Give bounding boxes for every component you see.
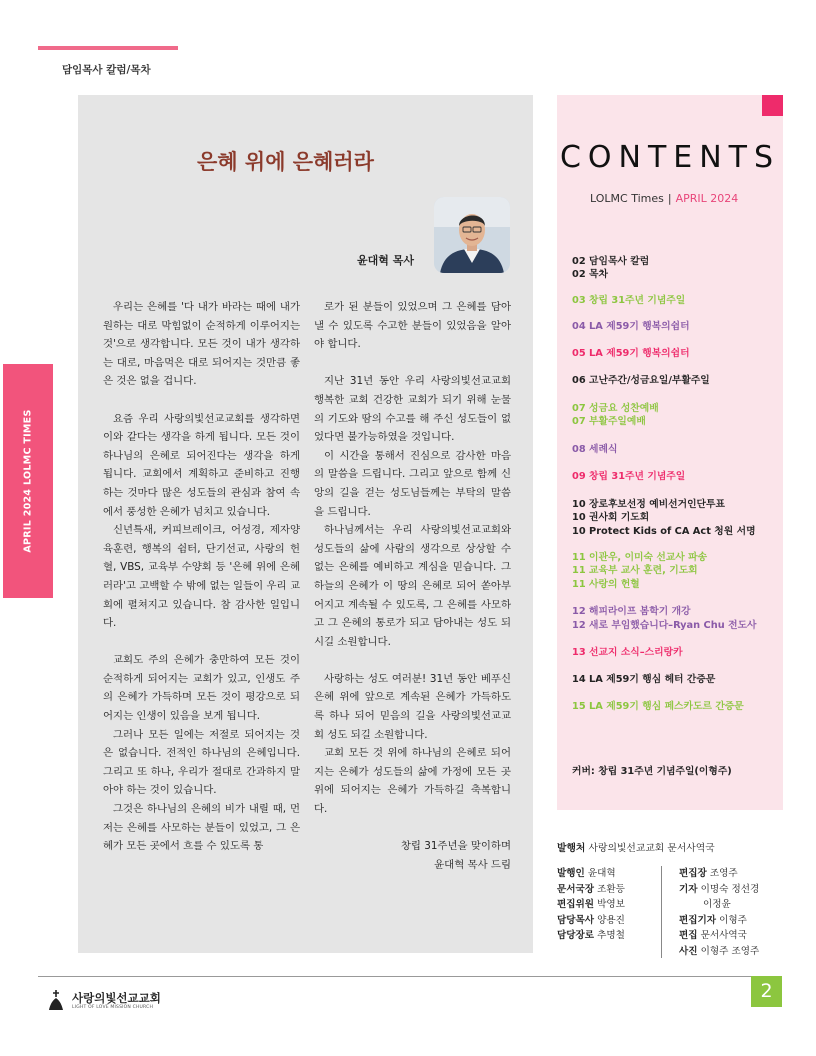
side-tab-label: APRIL 2024 LOLMC TIMES [22,409,34,553]
toc-entry[interactable]: 13 선교지 소식–스리랑카 [572,647,683,658]
separator: | [667,192,672,205]
toc-entry[interactable]: 07 부활주일예배 [572,416,646,427]
staff-name: 이형주 [719,914,747,926]
staff-divider [661,866,662,958]
signature-line: 창립 31주년을 맞이하며 [400,840,511,853]
article-paragraph: 신년특새, 커피브레이크, 어성경, 제자양육훈련, 행복의 쉼터, 단기선교, 사랑의 헌혈, VBS, 교육부 수양회 등 '은혜 위에 은혜러라'고 고백할 수 밖에 없는 일들이 우리 교회에 펼쳐지고 있습니다. 참 감사한 일입니다. [103,524,300,630]
issue-month: APRIL 2024 [675,192,739,205]
toc-entry[interactable]: 09 창립 31주년 기념주일 [572,471,686,482]
publication-name: LOLMC Times [590,192,664,205]
staff-role: 사진 [679,945,698,957]
contents-subtitle [590,192,738,205]
article-paragraph: 교회도 주의 은혜가 충만하여 모든 것이 순적하게 되어지는 교회가 있고, 인생도 주의 은혜가 가득하며 모든 것이 평강으로 되어지는 인생이 있음을 보게 됩니다. [103,654,300,723]
article-paragraph: 로가 된 분들이 있었으며 그 은혜를 담아낼 수 있도록 수고한 분들이 있었음을 알아야 합니다. [314,301,511,351]
staff-role: 편집기자 [679,914,717,926]
staff-name: 이형주 조영주 [700,945,760,957]
staff-list-left [557,866,625,944]
staff-name: 박영보 [597,899,625,910]
church-logo-icon [47,989,65,1011]
contents-heading: CONTENTS [559,140,781,175]
article-paragraph: 그러나 모든 일에는 저절로 되어지는 것은 없습니다. 전적인 하나님의 은혜입니다. 그리고 또 하나, 우리가 절대로 간과하지 말아야 하는 것이 있습니다. [103,728,300,797]
publisher-name: 사랑의빛선교교회 문서사역국 [588,843,715,854]
cover-credit: 커버: 창립 31주년 기념주일(이형주) [572,766,732,777]
church-logo-name: 사랑의빛선교교회 [72,991,161,1005]
toc-entry[interactable]: 08 세례식 [572,444,618,455]
staff-entry [557,928,625,944]
staff-name: 이명숙 정선경 [700,883,760,895]
staff-entry [679,913,759,929]
publisher-line [557,840,715,854]
staff-name: 추명철 [597,930,625,941]
toc-entry[interactable]: 10 Protect Kids of CA Act 청원 서명 [572,526,756,537]
toc-entry[interactable]: 12 새로 부임했습니다–Ryan Chu 전도사 [572,620,757,631]
article-column-right [314,298,511,874]
toc-entry[interactable]: 11 교육부 교사 훈련, 기도회 [572,565,698,576]
article-paragraph: 우리는 은혜를 '다 내가 바라는 때에 내가 원하는 대로 막힘없이 순적하게 이루어지는 것'으로 생각합니다. 모든 것이 내가 생각하는 대로, 마음먹은 대로 되어지는 것만큼 좋은 것은 없을 겁니다. [103,301,300,388]
toc-entry[interactable]: 14 LA 제59기 행심 헤터 간증문 [572,674,716,685]
toc-entry[interactable]: 05 LA 제59기 행복의쉼터 [572,348,690,359]
article-paragraph: 하나님께서는 우리 사랑의빛선교교회와 성도들의 삶에 사람의 생각으로 상상할 수 없는 은혜를 예비하고 계심을 믿습니다. 그 하늘의 은혜가 이 땅의 은혜로 되어 쏟아부어지고 계속될 수 있도록, 그 은혜를 사모하고 그 은혜의 통로가 되고 담아내는 성도 되시길 소원합니다. [314,524,511,648]
corner-accent [762,95,783,116]
toc-entry[interactable]: 06 고난주간/성금요일/부활주일 [572,375,710,386]
staff-name: 문서사역국 [700,930,747,941]
section-label: 담임목사 칼럼/목차 [62,64,151,76]
staff-entry [679,897,759,913]
staff-entry [557,897,625,913]
staff-entry [679,944,759,960]
author-photo [434,197,510,273]
staff-list-right [679,866,759,959]
toc-entry[interactable]: 11 이관우, 이미숙 선교사 파송 [572,552,708,563]
staff-entry [679,866,759,882]
toc-entry[interactable]: 02 목차 [572,269,608,280]
publisher-label: 발행처 [557,843,586,854]
article-title: 은혜 위에 은혜러라 [197,150,374,174]
article-column-left [103,298,300,856]
staff-name: 양용진 [597,914,625,926]
staff-role: 담당목사 [557,914,595,926]
staff-entry [557,866,625,882]
staff-role: 편집 [679,930,698,941]
article-paragraph: 교회 모든 것 위에 하나님의 은혜로 되어지는 은혜가 성도들의 삶에 가정에 모든 곳 위에 되어지는 은혜가 가득하길 축복합니다. [314,747,511,816]
staff-role: 편집위원 [557,899,595,910]
article-paragraph: 이 시간을 통해서 진심으로 감사한 마음의 말씀을 드립니다. 그리고 앞으로 함께 신앙의 길을 걷는 성도님들께는 부탁의 말씀을 드립니다. [314,449,511,518]
toc-entry[interactable]: 11 사랑의 헌혈 [572,579,640,590]
page-number: 2 [751,976,782,1007]
footer-rule [38,976,782,977]
header-accent-bar [38,46,178,50]
staff-name: 윤대혁 [587,868,616,879]
article-paragraph: 그것은 하나님의 은혜의 비가 내릴 때, 먼저는 은혜를 사모하는 분들이 있었고, 그 은혜가 모든 곳에서 흐를 수 있도록 통 [103,803,300,853]
toc-entry[interactable]: 03 창립 31주년 기념주일 [572,295,686,306]
staff-entry [557,882,625,898]
staff-role: 문서국장 [557,883,595,895]
toc-entry[interactable]: 10 장로후보선정 예비선거인단투표 [572,499,725,510]
staff-role: 기자 [679,883,698,895]
staff-name: 조영주 [709,868,738,879]
signature-name: 윤대혁 목사 드림 [434,858,511,871]
author-name: 윤대혁 목사 [357,254,414,267]
staff-entry [679,928,759,944]
side-tab [3,364,53,598]
toc-entry[interactable]: 10 권사회 기도회 [572,512,650,523]
staff-name: 이정윤 [703,899,731,910]
toc-entry[interactable]: 12 해피라이프 봄학기 개강 [572,606,691,617]
church-logo-english: LIGHT OF LOVE MISSION CHURCH [72,1005,154,1010]
portrait-image [434,197,510,273]
toc-entry[interactable]: 15 LA 제59기 행심 페스카도르 간증문 [572,701,744,712]
staff-role: 발행인 [557,868,585,879]
toc-entry[interactable]: 07 성금요 성찬예배 [572,403,659,414]
article-paragraph: 지난 31년 동안 우리 사랑의빛선교교회 행복한 교회 건강한 교회가 되기 위해 눈물의 기도와 땀의 수고를 해 주신 성도들이 없었다면 불가능하였을 것입니다. [314,375,511,444]
article-paragraph: 사랑하는 성도 여러분! 31년 동안 베푸신 은혜 위에 앞으로 계속된 은혜가 가득하도록 하나 되어 믿음의 길을 사랑의빛선교교회 성도 되길 소원합니다. [314,672,511,741]
staff-role: 편집장 [679,868,707,879]
staff-name: 조환등 [597,883,625,895]
staff-role: 담당장로 [557,930,595,941]
article-paragraph: 요즘 우리 사랑의빛선교교회를 생각하면 이와 같다는 생각을 하게 됩니다. 모든 것이 하나님의 은혜로 되어진다는 생각을 하게 됩니다. 교회에서 계획하고 준비하고 진행하는 것마다 많은 성도들의 관심과 참여 속에서 풍성한 은혜가 넘치고 있습니다. [103,412,300,518]
toc-entry[interactable]: 02 담임목사 칼럼 [572,256,650,267]
staff-entry [557,913,625,929]
toc-entry[interactable]: 04 LA 제59기 행복의쉼터 [572,321,690,332]
staff-entry [679,882,759,898]
